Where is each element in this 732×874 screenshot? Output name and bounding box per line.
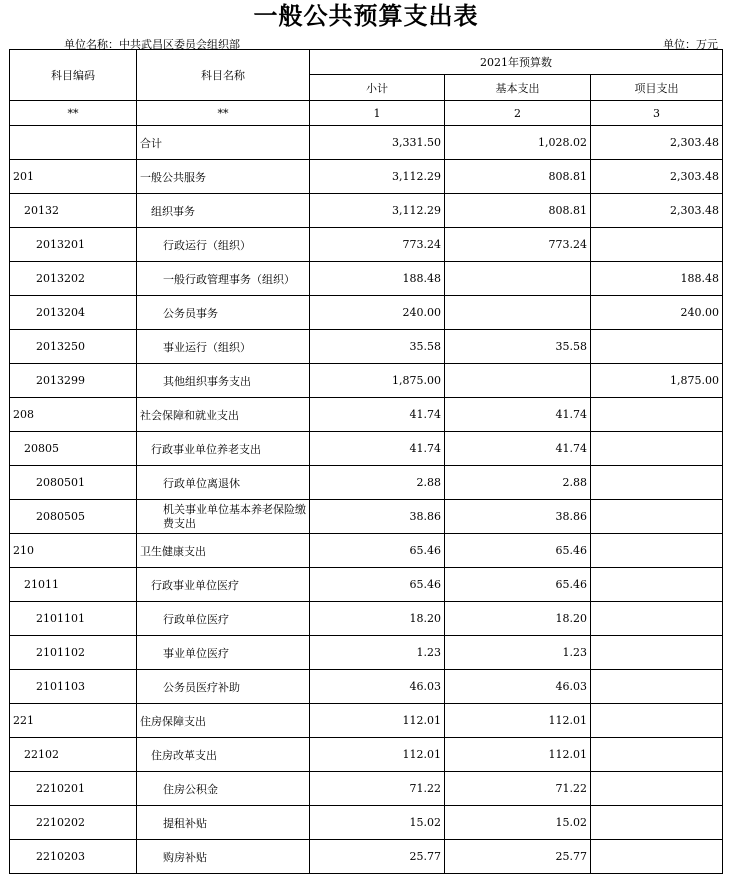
cell-basic: 1,028.02 [445, 126, 591, 160]
cell-subtotal: 41.74 [310, 432, 445, 466]
cell-name: 其他组织事务支出 [137, 364, 310, 398]
cell-code: 20805 [10, 432, 137, 466]
budget-table [9, 49, 723, 874]
cell-code [10, 126, 137, 160]
index-cell: 3 [591, 101, 723, 126]
table-row [10, 160, 723, 194]
cell-subtotal: 41.74 [310, 398, 445, 432]
cell-basic: 38.86 [445, 500, 591, 534]
cell-subtotal: 71.22 [310, 772, 445, 806]
table-row [10, 398, 723, 432]
cell-basic: 18.20 [445, 602, 591, 636]
cell-project: 1,875.00 [591, 364, 723, 398]
cell-project: 2,303.48 [591, 160, 723, 194]
cell-basic: 41.74 [445, 398, 591, 432]
cell-name: 行政事业单位养老支出 [137, 432, 310, 466]
cell-name: 机关事业单位基本养老保险缴费支出 [137, 500, 310, 534]
cell-subtotal: 65.46 [310, 534, 445, 568]
cell-subtotal: 188.48 [310, 262, 445, 296]
cell-project [591, 228, 723, 262]
cell-code: 210 [10, 534, 137, 568]
cell-basic: 15.02 [445, 806, 591, 840]
table-body [10, 126, 723, 874]
cell-code: 2210201 [10, 772, 137, 806]
table-row [10, 330, 723, 364]
table-row [10, 262, 723, 296]
cell-name: 住房保障支出 [137, 704, 310, 738]
cell-code: 2013299 [10, 364, 137, 398]
cell-name: 合计 [137, 126, 310, 160]
cell-project [591, 534, 723, 568]
header-name: 科目名称 [137, 50, 310, 101]
index-cell: 2 [445, 101, 591, 126]
cell-code: 2210202 [10, 806, 137, 840]
cell-basic [445, 364, 591, 398]
cell-basic: 35.58 [445, 330, 591, 364]
cell-name: 行政单位医疗 [137, 602, 310, 636]
cell-subtotal: 18.20 [310, 602, 445, 636]
cell-project [591, 398, 723, 432]
cell-code: 21011 [10, 568, 137, 602]
table-row [10, 636, 723, 670]
cell-subtotal: 3,331.50 [310, 126, 445, 160]
cell-subtotal: 46.03 [310, 670, 445, 704]
table-row [10, 704, 723, 738]
table-row [10, 568, 723, 602]
cell-name: 社会保障和就业支出 [137, 398, 310, 432]
cell-project: 240.00 [591, 296, 723, 330]
cell-code: 201 [10, 160, 137, 194]
index-cell: ** [10, 101, 137, 126]
table-row [10, 840, 723, 874]
cell-basic [445, 262, 591, 296]
cell-project [591, 806, 723, 840]
cell-basic: 25.77 [445, 840, 591, 874]
cell-subtotal: 240.00 [310, 296, 445, 330]
cell-subtotal: 3,112.29 [310, 194, 445, 228]
cell-project [591, 636, 723, 670]
cell-project [591, 466, 723, 500]
cell-code: 20132 [10, 194, 137, 228]
cell-name: 事业单位医疗 [137, 636, 310, 670]
cell-project [591, 670, 723, 704]
cell-basic: 41.74 [445, 432, 591, 466]
cell-subtotal: 2.88 [310, 466, 445, 500]
cell-basic: 71.22 [445, 772, 591, 806]
cell-subtotal: 1,875.00 [310, 364, 445, 398]
cell-basic: 65.46 [445, 534, 591, 568]
table-row [10, 534, 723, 568]
cell-name: 事业运行（组织） [137, 330, 310, 364]
table-row [10, 432, 723, 466]
table-row [10, 806, 723, 840]
cell-project: 2,303.48 [591, 194, 723, 228]
cell-project [591, 330, 723, 364]
cell-name: 住房公积金 [137, 772, 310, 806]
cell-code: 2013201 [10, 228, 137, 262]
table-row [10, 126, 723, 160]
cell-code: 221 [10, 704, 137, 738]
table-row [10, 670, 723, 704]
header-basic: 基本支出 [445, 75, 591, 101]
cell-subtotal: 112.01 [310, 738, 445, 772]
cell-project [591, 602, 723, 636]
cell-subtotal: 35.58 [310, 330, 445, 364]
header-project: 项目支出 [591, 75, 723, 101]
table-row [10, 602, 723, 636]
cell-basic: 773.24 [445, 228, 591, 262]
cell-basic: 1.23 [445, 636, 591, 670]
cell-project [591, 738, 723, 772]
cell-code: 2101103 [10, 670, 137, 704]
index-cell: 1 [310, 101, 445, 126]
cell-subtotal: 773.24 [310, 228, 445, 262]
table-row [10, 194, 723, 228]
cell-basic: 112.01 [445, 704, 591, 738]
cell-name: 公务员医疗补助 [137, 670, 310, 704]
unit-name-label: 单位名称：中共武昌区委员会组织部 [64, 38, 240, 51]
cell-code: 2080505 [10, 500, 137, 534]
cell-project [591, 840, 723, 874]
cell-subtotal: 38.86 [310, 500, 445, 534]
table-row [10, 296, 723, 330]
cell-code: 2013250 [10, 330, 137, 364]
cell-name: 行政事业单位医疗 [137, 568, 310, 602]
cell-basic [445, 296, 591, 330]
table-row [10, 228, 723, 262]
cell-subtotal: 15.02 [310, 806, 445, 840]
table-row [10, 738, 723, 772]
cell-basic: 112.01 [445, 738, 591, 772]
cell-basic: 65.46 [445, 568, 591, 602]
cell-project [591, 772, 723, 806]
cell-basic: 2.88 [445, 466, 591, 500]
cell-code: 2013204 [10, 296, 137, 330]
cell-project [591, 704, 723, 738]
index-cell: ** [137, 101, 310, 126]
cell-name: 一般公共服务 [137, 160, 310, 194]
cell-name: 购房补贴 [137, 840, 310, 874]
table-row [10, 772, 723, 806]
cell-basic: 808.81 [445, 160, 591, 194]
cell-code: 208 [10, 398, 137, 432]
cell-project [591, 568, 723, 602]
cell-code: 2101101 [10, 602, 137, 636]
cell-project [591, 432, 723, 466]
cell-name: 住房改革支出 [137, 738, 310, 772]
cell-basic: 46.03 [445, 670, 591, 704]
cell-basic: 808.81 [445, 194, 591, 228]
table-row [10, 364, 723, 398]
header-code: 科目编码 [10, 50, 137, 101]
cell-subtotal: 25.77 [310, 840, 445, 874]
cell-code: 2080501 [10, 466, 137, 500]
cell-subtotal: 3,112.29 [310, 160, 445, 194]
table-row [10, 466, 723, 500]
cell-project [591, 500, 723, 534]
cell-subtotal: 65.46 [310, 568, 445, 602]
cell-code: 2013202 [10, 262, 137, 296]
currency-unit-label: 单位：万元 [663, 38, 718, 51]
cell-name: 一般行政管理事务（组织） [137, 262, 310, 296]
table-row [10, 500, 723, 534]
cell-project: 2,303.48 [591, 126, 723, 160]
cell-subtotal: 112.01 [310, 704, 445, 738]
page-title: 一般公共预算支出表 [253, 2, 479, 30]
cell-name: 公务员事务 [137, 296, 310, 330]
cell-name: 行政单位离退休 [137, 466, 310, 500]
cell-name: 卫生健康支出 [137, 534, 310, 568]
cell-name: 组织事务 [137, 194, 310, 228]
cell-code: 2210203 [10, 840, 137, 874]
cell-name: 行政运行（组织） [137, 228, 310, 262]
header-subtotal: 小计 [310, 75, 445, 101]
cell-subtotal: 1.23 [310, 636, 445, 670]
cell-name: 提租补贴 [137, 806, 310, 840]
cell-code: 2101102 [10, 636, 137, 670]
cell-code: 22102 [10, 738, 137, 772]
header-budget-group: 2021年预算数 [310, 50, 723, 75]
cell-project: 188.48 [591, 262, 723, 296]
